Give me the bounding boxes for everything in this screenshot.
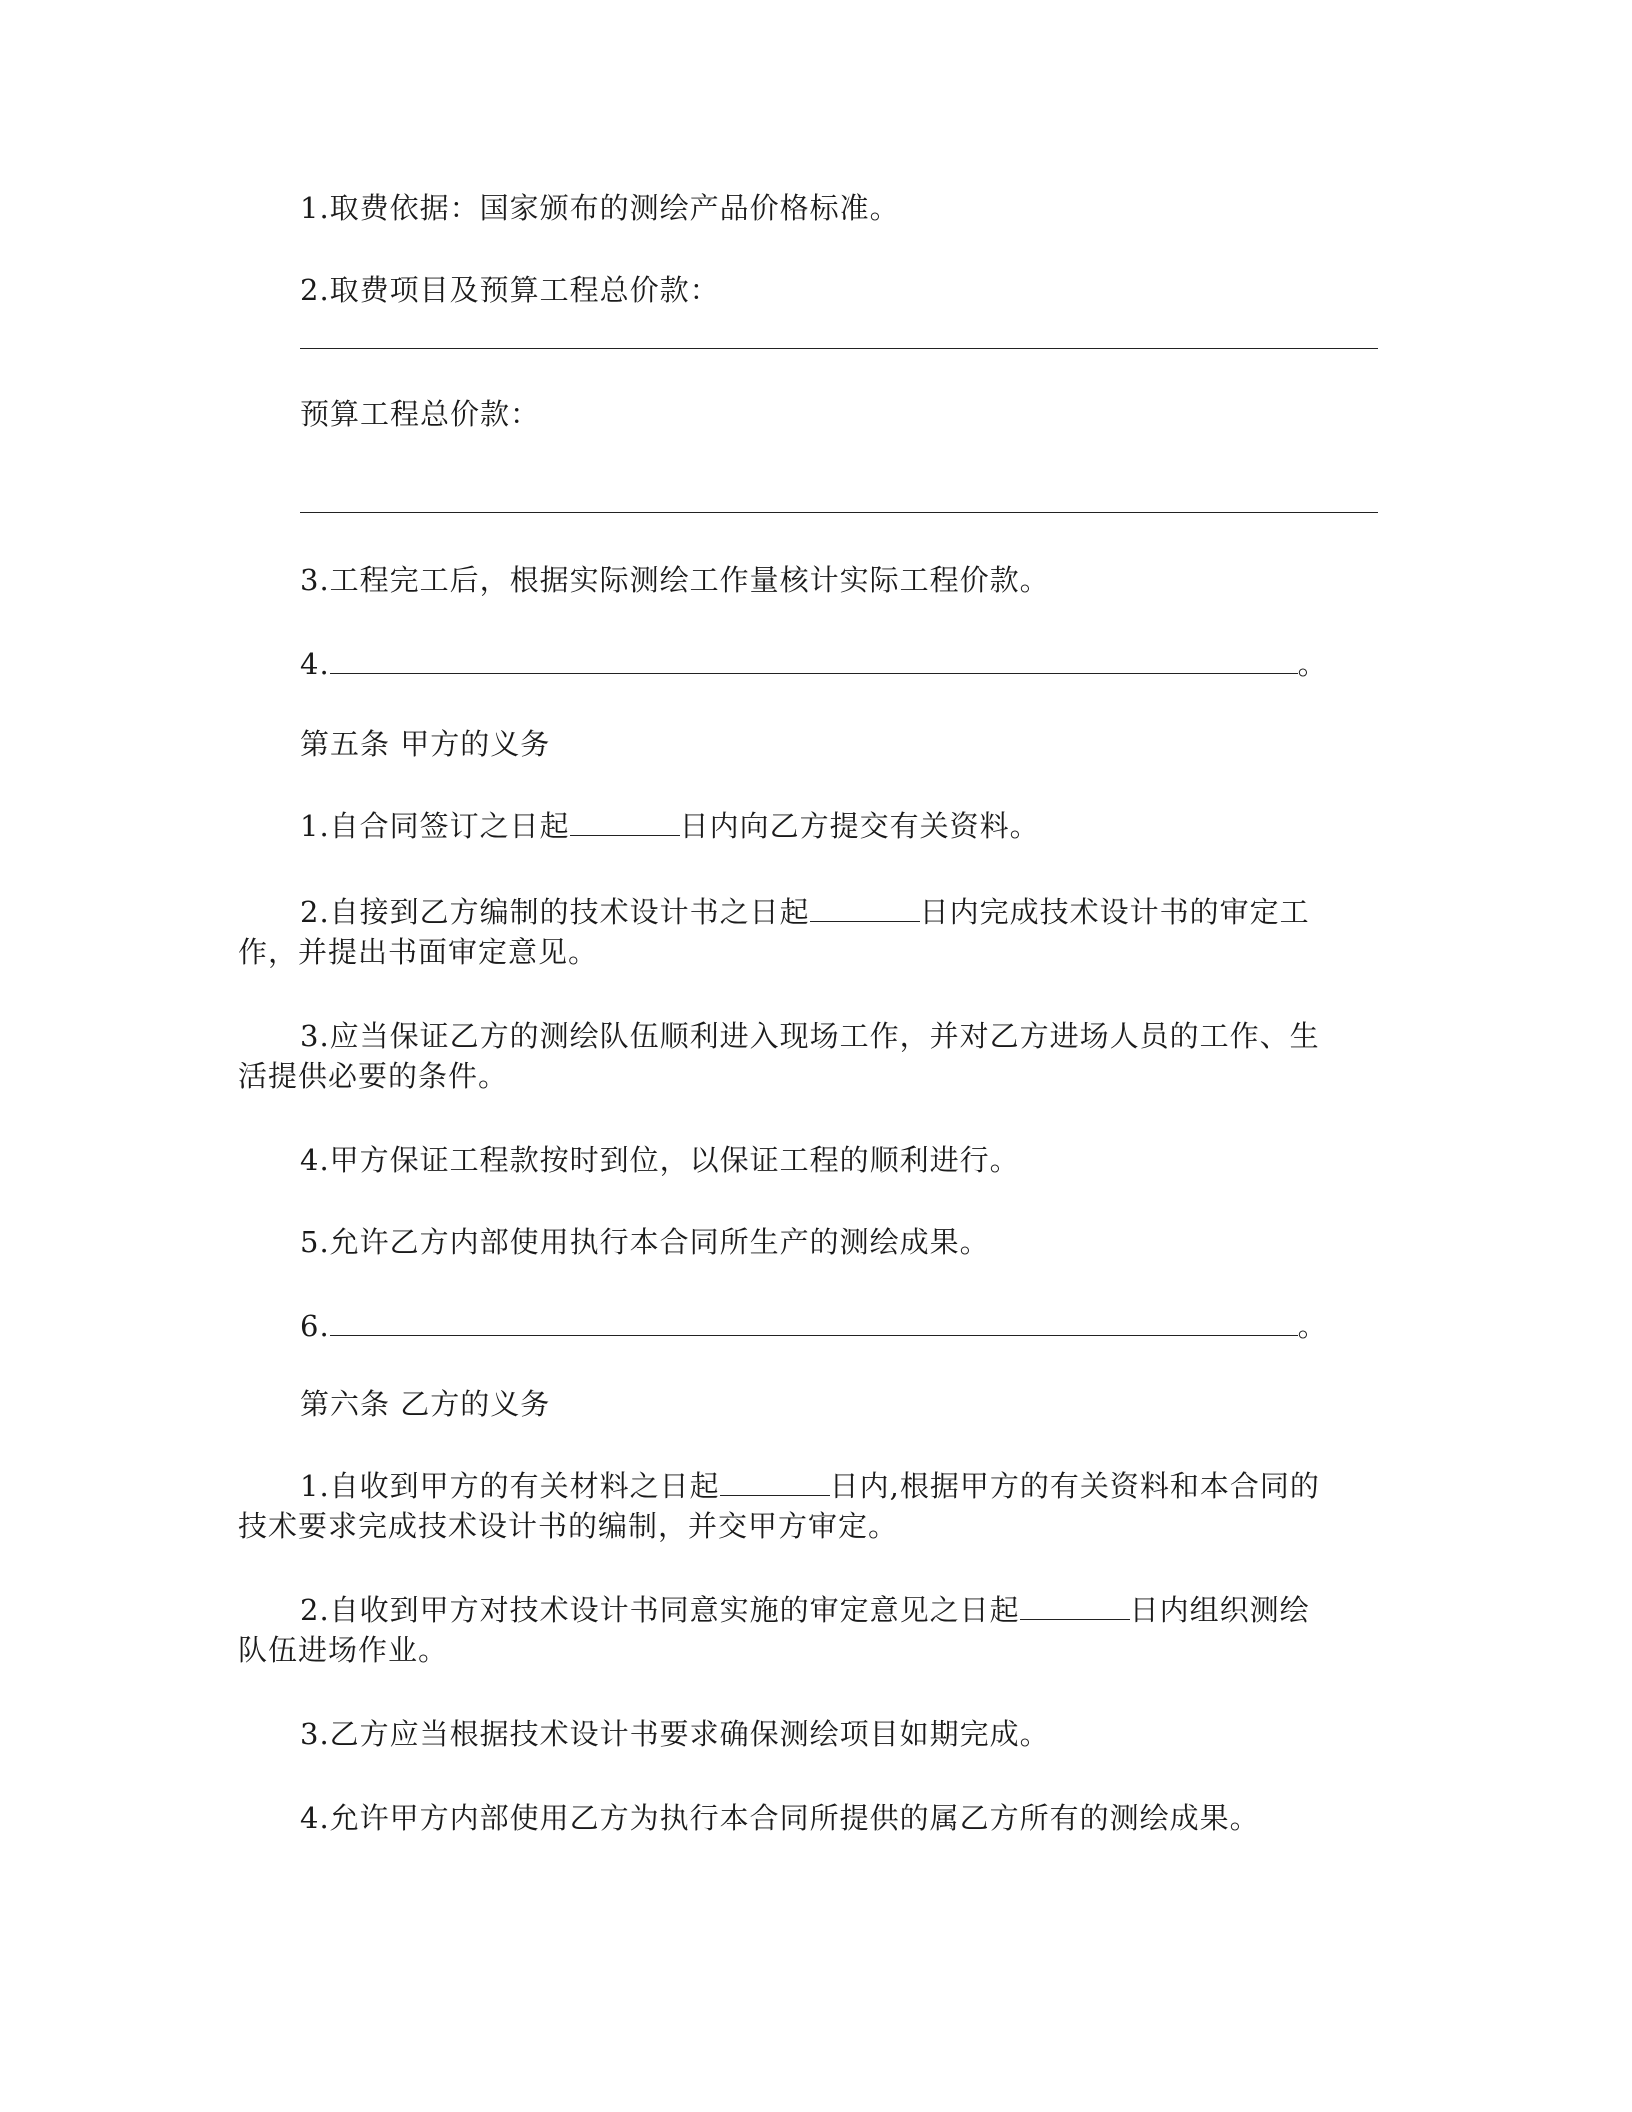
article-5-item-1-text: 1.自合同签订之日起 [300, 809, 570, 843]
days-blank [720, 1467, 830, 1496]
article-6-item-1-text-end: 日内,根据甲方的有关资料和本合同的 [829, 1469, 1320, 1503]
budget-total-label: 预算工程总价款： [300, 397, 541, 431]
article-5-item-6 [300, 1306, 1328, 1346]
article-6-item-4: 4.允许甲方内部使用乙方为执行本合同所提供的属乙方所有的测绘成果。 [300, 1801, 1260, 1835]
article-5-item-3: 3.应当保证乙方的测绘队伍顺利进入现场工作，并对乙方进场人员的工作、生 [300, 1019, 1320, 1053]
article-6-item-1 [300, 1466, 1320, 1506]
article-5-item-2-line-2: 作，并提出书面审定意见。 [238, 935, 599, 969]
article-5-item-4: 4.甲方保证工程款按时到位，以保证工程的顺利进行。 [300, 1143, 1020, 1177]
article-5-item-2 [300, 892, 1310, 932]
article-5-item-6-number: 6. [300, 1309, 330, 1343]
blank-line-budget-total [300, 512, 1378, 513]
fee-item-4-blank [330, 645, 1298, 674]
fee-item-4-number: 4. [300, 647, 330, 681]
article-5-item-6-blank [330, 1307, 1298, 1336]
article-5-item-5: 5.允许乙方内部使用执行本合同所生产的测绘成果。 [300, 1225, 990, 1259]
article-6-item-2-line-2: 队伍进场作业。 [238, 1633, 449, 1667]
article-5-item-2-text: 2.自接到乙方编制的技术设计书之日起 [300, 895, 810, 929]
fee-item-4 [300, 644, 1328, 684]
article-6-item-2 [300, 1590, 1310, 1630]
article-5-item-3-line-2: 活提供必要的条件。 [238, 1059, 509, 1093]
article-5-item-2-text-end: 日内完成技术设计书的审定工 [919, 895, 1310, 929]
fee-item-1: 1.取费依据：国家颁布的测绘产品价格标准。 [300, 191, 900, 225]
days-blank [810, 893, 920, 922]
fee-item-2: 2.取费项目及预算工程总价款： [300, 273, 720, 307]
fee-item-4-end: 。 [1297, 647, 1328, 681]
article-6-item-1-text: 1.自收到甲方的有关材料之日起 [300, 1469, 720, 1503]
article-6-item-1-line-2: 技术要求完成技术设计书的编制，并交甲方审定。 [238, 1509, 899, 1543]
article-5-item-6-end: 。 [1297, 1309, 1328, 1343]
article-6-item-2-text-end: 日内组织测绘 [1129, 1593, 1310, 1627]
article-5-item-1-text-end: 日内向乙方提交有关资料。 [679, 809, 1040, 843]
article-5-item-1 [300, 806, 1040, 846]
fee-item-3: 3.工程完工后，根据实际测绘工作量核计实际工程价款。 [300, 563, 1050, 597]
article-6-item-3: 3.乙方应当根据技术设计书要求确保测绘项目如期完成。 [300, 1717, 1050, 1751]
article-6-item-2-text: 2.自收到甲方对技术设计书同意实施的审定意见之日起 [300, 1593, 1020, 1627]
article-5-heading: 第五条 甲方的义务 [300, 727, 551, 761]
days-blank [1020, 1591, 1130, 1620]
blank-line-fee-items [300, 348, 1378, 349]
days-blank [570, 807, 680, 836]
article-6-heading: 第六条 乙方的义务 [300, 1387, 551, 1421]
